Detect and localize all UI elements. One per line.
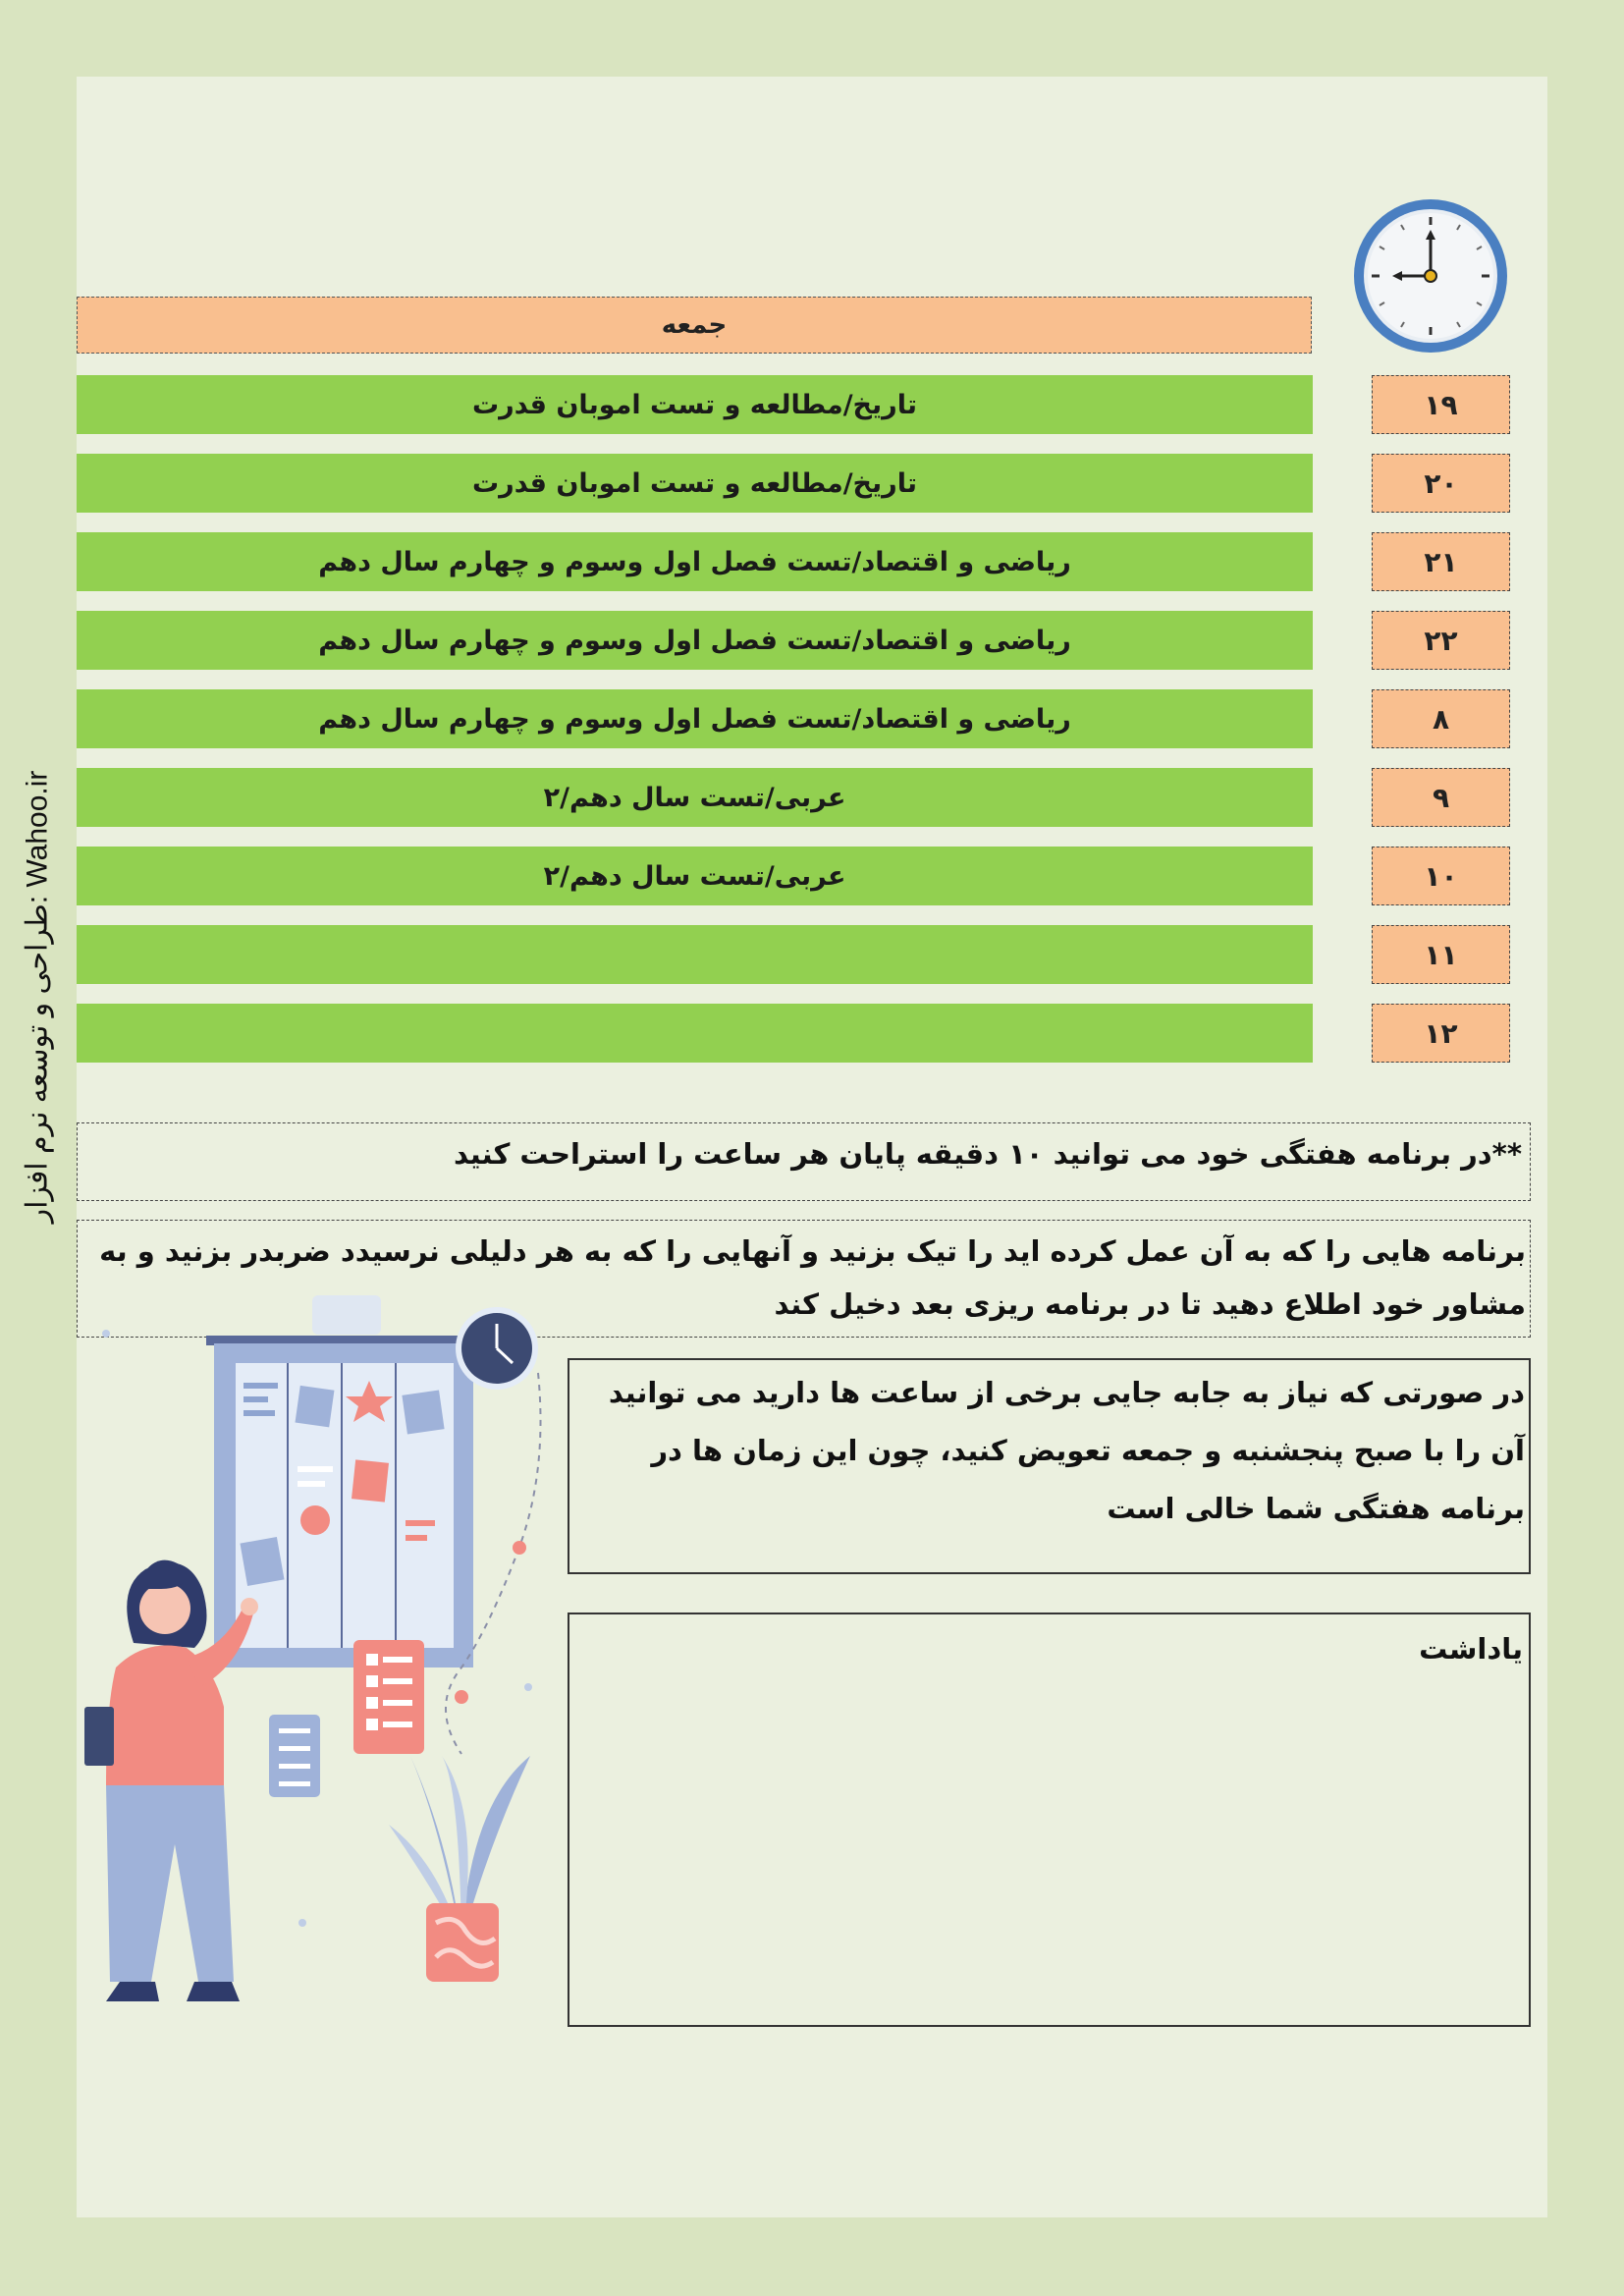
slot-activity[interactable] xyxy=(77,925,1313,984)
swap-note: در صورتی که نیاز به جابه جایی برخی از ساعت ها دارید می توانید آن را با صبح پنجشنبه و جمعه تعویض کنید، چون این زمان ها در برنامه هفتگی شما خالی است xyxy=(568,1358,1531,1574)
day-header: جمعه xyxy=(77,297,1312,354)
side-credit: طراحی و توسعه نرم افزار: Wahoo.ir xyxy=(21,770,54,1224)
schedule-row xyxy=(0,611,1624,670)
memo-label: یاداشت xyxy=(1419,1632,1523,1666)
slot-hour: ۱۱ xyxy=(1372,925,1510,984)
schedule-row xyxy=(0,847,1624,905)
rest-note: **در برنامه هفتگی خود می توانید ۱۰ دقیقه پایان هر ساعت را استراحت کنید xyxy=(77,1122,1531,1201)
schedule-row xyxy=(0,1004,1624,1063)
slot-activity[interactable]: ریاضی و اقتصاد/تست فصل اول وسوم و چهارم سال دهم xyxy=(77,611,1313,670)
slot-activity[interactable]: تاریخ/مطالعه و تست اموبان قدرت xyxy=(77,375,1313,434)
slot-activity[interactable]: ریاضی و اقتصاد/تست فصل اول وسوم و چهارم سال دهم xyxy=(77,532,1313,591)
slot-hour: ۱۲ xyxy=(1372,1004,1510,1063)
memo-box[interactable] xyxy=(568,1613,1531,2027)
slot-activity[interactable]: ریاضی و اقتصاد/تست فصل اول وسوم و چهارم سال دهم xyxy=(77,689,1313,748)
slot-hour: ۲۱ xyxy=(1372,532,1510,591)
slot-hour: ۸ xyxy=(1372,689,1510,748)
schedule-row xyxy=(0,532,1624,591)
slot-hour: ۲۲ xyxy=(1372,611,1510,670)
clock-icon xyxy=(1351,196,1510,355)
schedule-row xyxy=(0,925,1624,984)
slot-hour: ۱۹ xyxy=(1372,375,1510,434)
tick-note: برنامه هایی را که به آن عمل کرده اید را تیک بزنید و آنهایی را که به هر دلیلی نرسیدد ضربدر بزنید و به مشاور خود اطلاع دهید تا در برنامه ریزی بعد دخیل کند xyxy=(77,1220,1531,1338)
schedule-row xyxy=(0,689,1624,748)
slot-activity[interactable]: عربی/تست سال دهم/۲ xyxy=(77,847,1313,905)
planner-illustration xyxy=(77,1294,568,2001)
slot-activity[interactable]: عربی/تست سال دهم/۲ xyxy=(77,768,1313,827)
schedule-row xyxy=(0,375,1624,434)
slot-hour: ۲۰ xyxy=(1372,454,1510,513)
slot-activity[interactable]: تاریخ/مطالعه و تست اموبان قدرت xyxy=(77,454,1313,513)
slot-activity[interactable] xyxy=(77,1004,1313,1063)
schedule-row xyxy=(0,454,1624,513)
schedule-row xyxy=(0,768,1624,827)
slot-hour: ۹ xyxy=(1372,768,1510,827)
slot-hour: ۱۰ xyxy=(1372,847,1510,905)
